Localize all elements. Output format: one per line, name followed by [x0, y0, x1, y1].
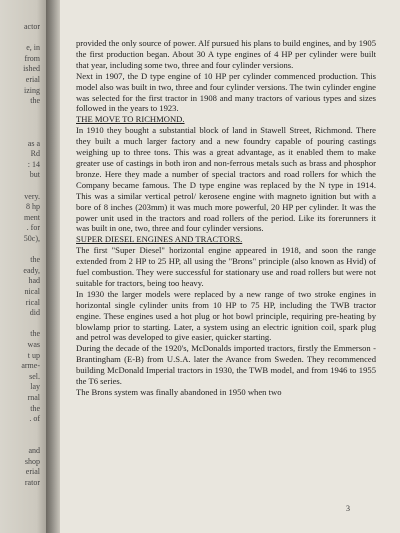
facing-page-fragment: rator — [24, 477, 40, 487]
facing-page-fragment: ment — [24, 212, 40, 222]
page-text — [76, 38, 376, 398]
facing-page-fragment: the — [30, 329, 40, 339]
facing-page-fragment: from — [24, 53, 40, 63]
facing-page-fragment: izing — [24, 85, 40, 95]
facing-page-fragment: and — [28, 446, 40, 455]
facing-page-fragment: erial — [25, 467, 40, 477]
facing-page-fragment: very. — [24, 191, 40, 201]
facing-page-fragment: as a — [27, 138, 40, 148]
facing-page-fragment: shop — [24, 456, 40, 466]
facing-page-fragment: . for — [26, 223, 40, 233]
facing-page-fragment: 8 hp — [26, 202, 40, 212]
facing-page-fragment: the — [30, 96, 40, 106]
diesel-paragraph-1: The first "Super Diesel" horizontal engine appeared in 1918, and soon the range extended from 2 HP to 25 HP, all using the "Brons" principle (also known as Hvid) of fuel combustion. They were successful for stationary use and road rollers but were not suitable for tractors, being too heavy. — [76, 245, 376, 288]
facing-page-fragment: lay — [30, 382, 40, 392]
facing-page-fragment: the — [30, 403, 40, 413]
facing-page-fragment: sel. — [29, 371, 40, 381]
facing-page-fragment: 50c), — [23, 234, 40, 243]
facing-page-fragment: Rd — [30, 149, 40, 159]
facing-page-fragment: : 14 — [27, 159, 40, 169]
facing-page-fragment: had — [28, 276, 40, 286]
diesel-paragraph-2: In 1930 the larger models were replaced by a new range of two stroke engines in horizontal single cylinder units from 10 HP to 75 HP, including the TWB tractor engine. These engines used a hot plug or hot bowl principle, requiring pre-heating by blowlamp prior to starting. Later, a system using an electric ignition coil, spark plug and petrol was developed to give easier, quicker starting. — [76, 288, 376, 343]
facing-page-fragment: erial — [25, 75, 40, 84]
section-heading-super-diesel: SUPER DIESEL ENGINES AND TRACTORS. — [76, 234, 243, 245]
facing-page-fragment: the — [30, 255, 40, 265]
diesel-paragraph-4: The Brons system was finally abandoned in 1950 when two — [76, 387, 282, 397]
facing-page-fragment: eady, — [23, 265, 40, 275]
page-number: 3 — [346, 504, 350, 513]
facing-page-fragment: rical — [25, 297, 40, 307]
intro-paragraph-1: provided the only source of power. Alf pursued his plans to build engines, and by 1905 the first production began. About 30 A type engines of 4 HP per cylinder were built that year, including some two, three and four cylinder versions. — [76, 38, 376, 70]
facing-page-fragment: but — [29, 170, 40, 180]
facing-page-fragment: did — [29, 308, 40, 318]
facing-page-fragment: rnal — [27, 393, 40, 402]
intro-paragraph-2: Next in 1907, the D type engine of 10 HP per cylinder commenced production. This model also was built in two, three and four cylinder versions. The twin cylinder engine was selected for the first tractor in 1908 and many tractors of various types and sizes followed in the years to 1923. — [76, 70, 376, 114]
book-gutter — [46, 0, 60, 533]
facing-page-fragment: t up — [27, 350, 40, 360]
book-page — [60, 0, 400, 533]
facing-page-fragment: actor — [24, 22, 40, 31]
diesel-paragraph-3: During the decade of the 1920's, McDonalds imported tractors, firstly the Emmerson - Brantingham (E-B) from U.S.A. later the Avance from Sweden. They recommenced building McDonald Imperial tractors in 1930, the TWB model, and from 1946 to 1955 the T6 series. — [76, 343, 376, 387]
facing-page-fragment: nical — [24, 287, 40, 296]
facing-page-fragment: ished — [23, 64, 40, 74]
facing-page-fragment: . of — [29, 414, 40, 424]
facing-page-edge — [0, 0, 46, 533]
facing-page-fragment: arme- — [21, 361, 40, 371]
section-heading-richmond: THE MOVE TO RICHMOND. — [76, 114, 185, 125]
richmond-paragraph: In 1910 they bought a substantial block of land in Stawell Street, Richmond. There they built a much larger factory and a new foundry capable of pouring castings weighing up to three tons. This was a great advantage, as it enabled them to make greater use of castings in both iron and non-ferrous metals such as brass and phosphor bronze. Here they made a number of special tractors and road rollers for which the Company became famous. The D type engine was replaced by the N type in 1914. This was a similar vertical petrol/ kerosene engine with magneto ignition but with a bore of 8 inches (203mm) it was much more powerful, 20 HP per cylinder. It was the power unit used in the tractors and road rollers of the period. Like its forerunners it was built in one, two, three and four cylinder versions. — [76, 125, 376, 234]
facing-page-fragment: was — [27, 340, 40, 349]
facing-page-fragment: e, in — [26, 43, 40, 53]
